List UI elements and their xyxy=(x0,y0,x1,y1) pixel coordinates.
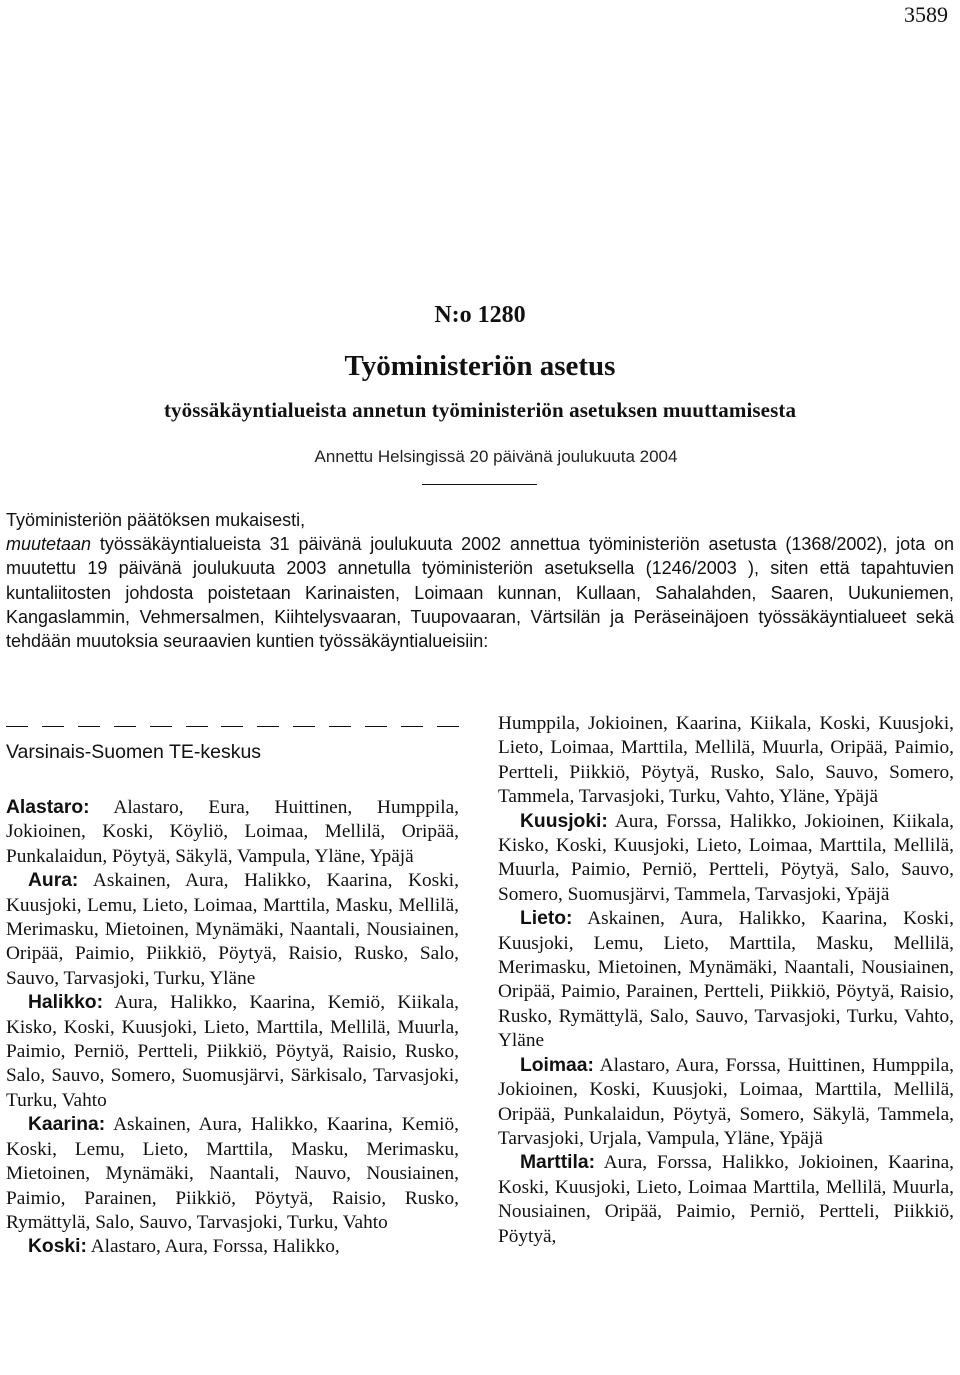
preamble-italic-verb: muutetaan xyxy=(6,534,92,555)
statute-subtitle: työssäkäyntialueista annetun työministeriön asetuksen muuttamisesta xyxy=(163,398,797,422)
page-number: 3589 xyxy=(904,2,948,27)
municipality-entry: Kuusjoki: Aura, Forssa, Halikko, Jokioinen, Kiikala, Kisko, Koski, Kuusjoki, Lieto, Loimaa, Marttila, Mellilä, Muurla, Paimio, Perniö, Pertteli, Pöytyä, Salo, Sauvo, Somero, Suomusjärvi, Tammela, Tarvasjoki, Ypäjä xyxy=(498,810,954,905)
municipality-entry: Marttila: Aura, Forssa, Halikko, Jokioinen, Kaarina, Koski, Kuusjoki, Lieto, Loimaa Marttila, Mellilä, Muurla, Nousiainen, Oripää, Paimio, Perniö, Pertteli, Piikkiö, Pöytyä, xyxy=(498,1152,954,1247)
municipality-entry: Loimaa: Alastaro, Aura, Forssa, Huittinen, Humppila, Jokioinen, Koski, Kuusjoki, Loimaa, Marttila, Mellilä, Oripää, Punkalaidun, Pöytyä, Somero, Säkylä, Tammela, Tarvasjoki, Urjala, Vampula, Yläne, Ypäjä xyxy=(498,1054,954,1149)
left-column xyxy=(6,712,459,1260)
statute-title: Työministeriön asetus xyxy=(344,350,616,382)
municipality-entry: Halikko: Aura, Halikko, Kaarina, Kemiö, Kiikala, Kisko, Koski, Kuusjoki, Lieto, Marttila, Mellilä, Muurla, Paimio, Perniö, Pertteli, Piikkiö, Pöytyä, Raisio, Rusko, Salo, Sauvo, Somero, Suomusjärvi, Särkisalo, Tarvasjoki, Turku, Vahto xyxy=(6,992,459,1111)
preamble xyxy=(6,508,954,653)
omission-dashes xyxy=(6,714,459,738)
statute-number: N:o 1280 xyxy=(434,302,526,328)
municipality-entry-continuation: Humppila, Jokioinen, Kaarina, Kiikala, Koski, Kuusjoki, Lieto, Loimaa, Marttila, Mellilä, Muurla, Oripää, Paimio, Pertteli, Piikkiö, Pöytyä, Rusko, Salo, Sauvo, Somero, Tammela, Tarvasjoki, Turku, Vahto, Yläne, Ypäjä xyxy=(498,713,954,808)
region-heading: Varsinais-Suomen TE-keskus xyxy=(6,741,262,763)
municipality-entry: Alastaro: Alastaro, Eura, Huittinen, Humppila, Jokioinen, Koski, Köyliö, Loimaa, Mellilä, Oripää, Punkalaidun, Pöytyä, Säkylä, Vampula, Yläne, Ypäjä xyxy=(6,797,459,867)
header-divider xyxy=(422,484,537,485)
municipality-entry: Aura: Askainen, Aura, Halikko, Kaarina, Koski, Kuusjoki, Lemu, Lieto, Loimaa, Marttila, Masku, Mellilä, Merimasku, Mietoinen, Mynämäki, Naantali, Nousiainen, Oripää, Paimio, Piikkiö, Pöytyä, Raisio, Rusko, Salo, Sauvo, Tarvasjoki, Turku, Yläne xyxy=(6,870,459,989)
issue-date: Annettu Helsingissä 20 päivänä joulukuuta 2004 xyxy=(314,447,678,466)
municipality-entry: Koski: Alastaro, Aura, Forssa, Halikko, xyxy=(28,1236,340,1258)
municipality-entry: Lieto: Askainen, Aura, Halikko, Kaarina, Koski, Kuusjoki, Lemu, Lieto, Marttila, Masku, Mellilä, Merimasku, Mietoinen, Mynämäki, Naantali, Nousiainen, Oripää, Paimio, Parainen, Pertteli, Piikkiö, Pöytyä, Raisio, Rusko, Rymättylä, Salo, Sauvo, Tarvasjoki, Turku, Vahto, Yläne xyxy=(498,908,954,1052)
preamble-text: työssäkäyntialueista 31 päivänä joulukuuta 2002 annettua työministeriön asetusta (1368/2002), jota on muutettu 19 päivänä joulukuuta 2003 annetulla työministeriön asetuksella (1246/2003 ), siten että tapahtuvien kuntaliitosten johdosta poistetaan Karinaisten, Loimaan kunnan, Kullaan, Sahalahden, Saaren, Uukuniemen, Kangaslammin, Vehmersalmen, Kiihtelysvaaran, Tuupovaaran, Värtsilän ja Peräseinäjoen työssäkäyntialueet sekä tehdään muutoksia seuraavien kuntien työssäkäyntialueisiin: xyxy=(6,534,954,652)
preamble-intro: Työministeriön päätöksen mukaisesti, xyxy=(6,510,306,530)
municipality-entry: Kaarina: Askainen, Aura, Halikko, Kaarina, Kemiö, Koski, Lemu, Lieto, Marttila, Masku, Merimasku, Mietoinen, Mynämäki, Naantali, Nauvo, Nousiainen, Paimio, Parainen, Piikkiö, Pöytyä, Raisio, Rusko, Rymättylä, Salo, Sauvo, Tarvasjoki, Turku, Vahto xyxy=(6,1114,459,1233)
right-column xyxy=(498,712,954,1249)
